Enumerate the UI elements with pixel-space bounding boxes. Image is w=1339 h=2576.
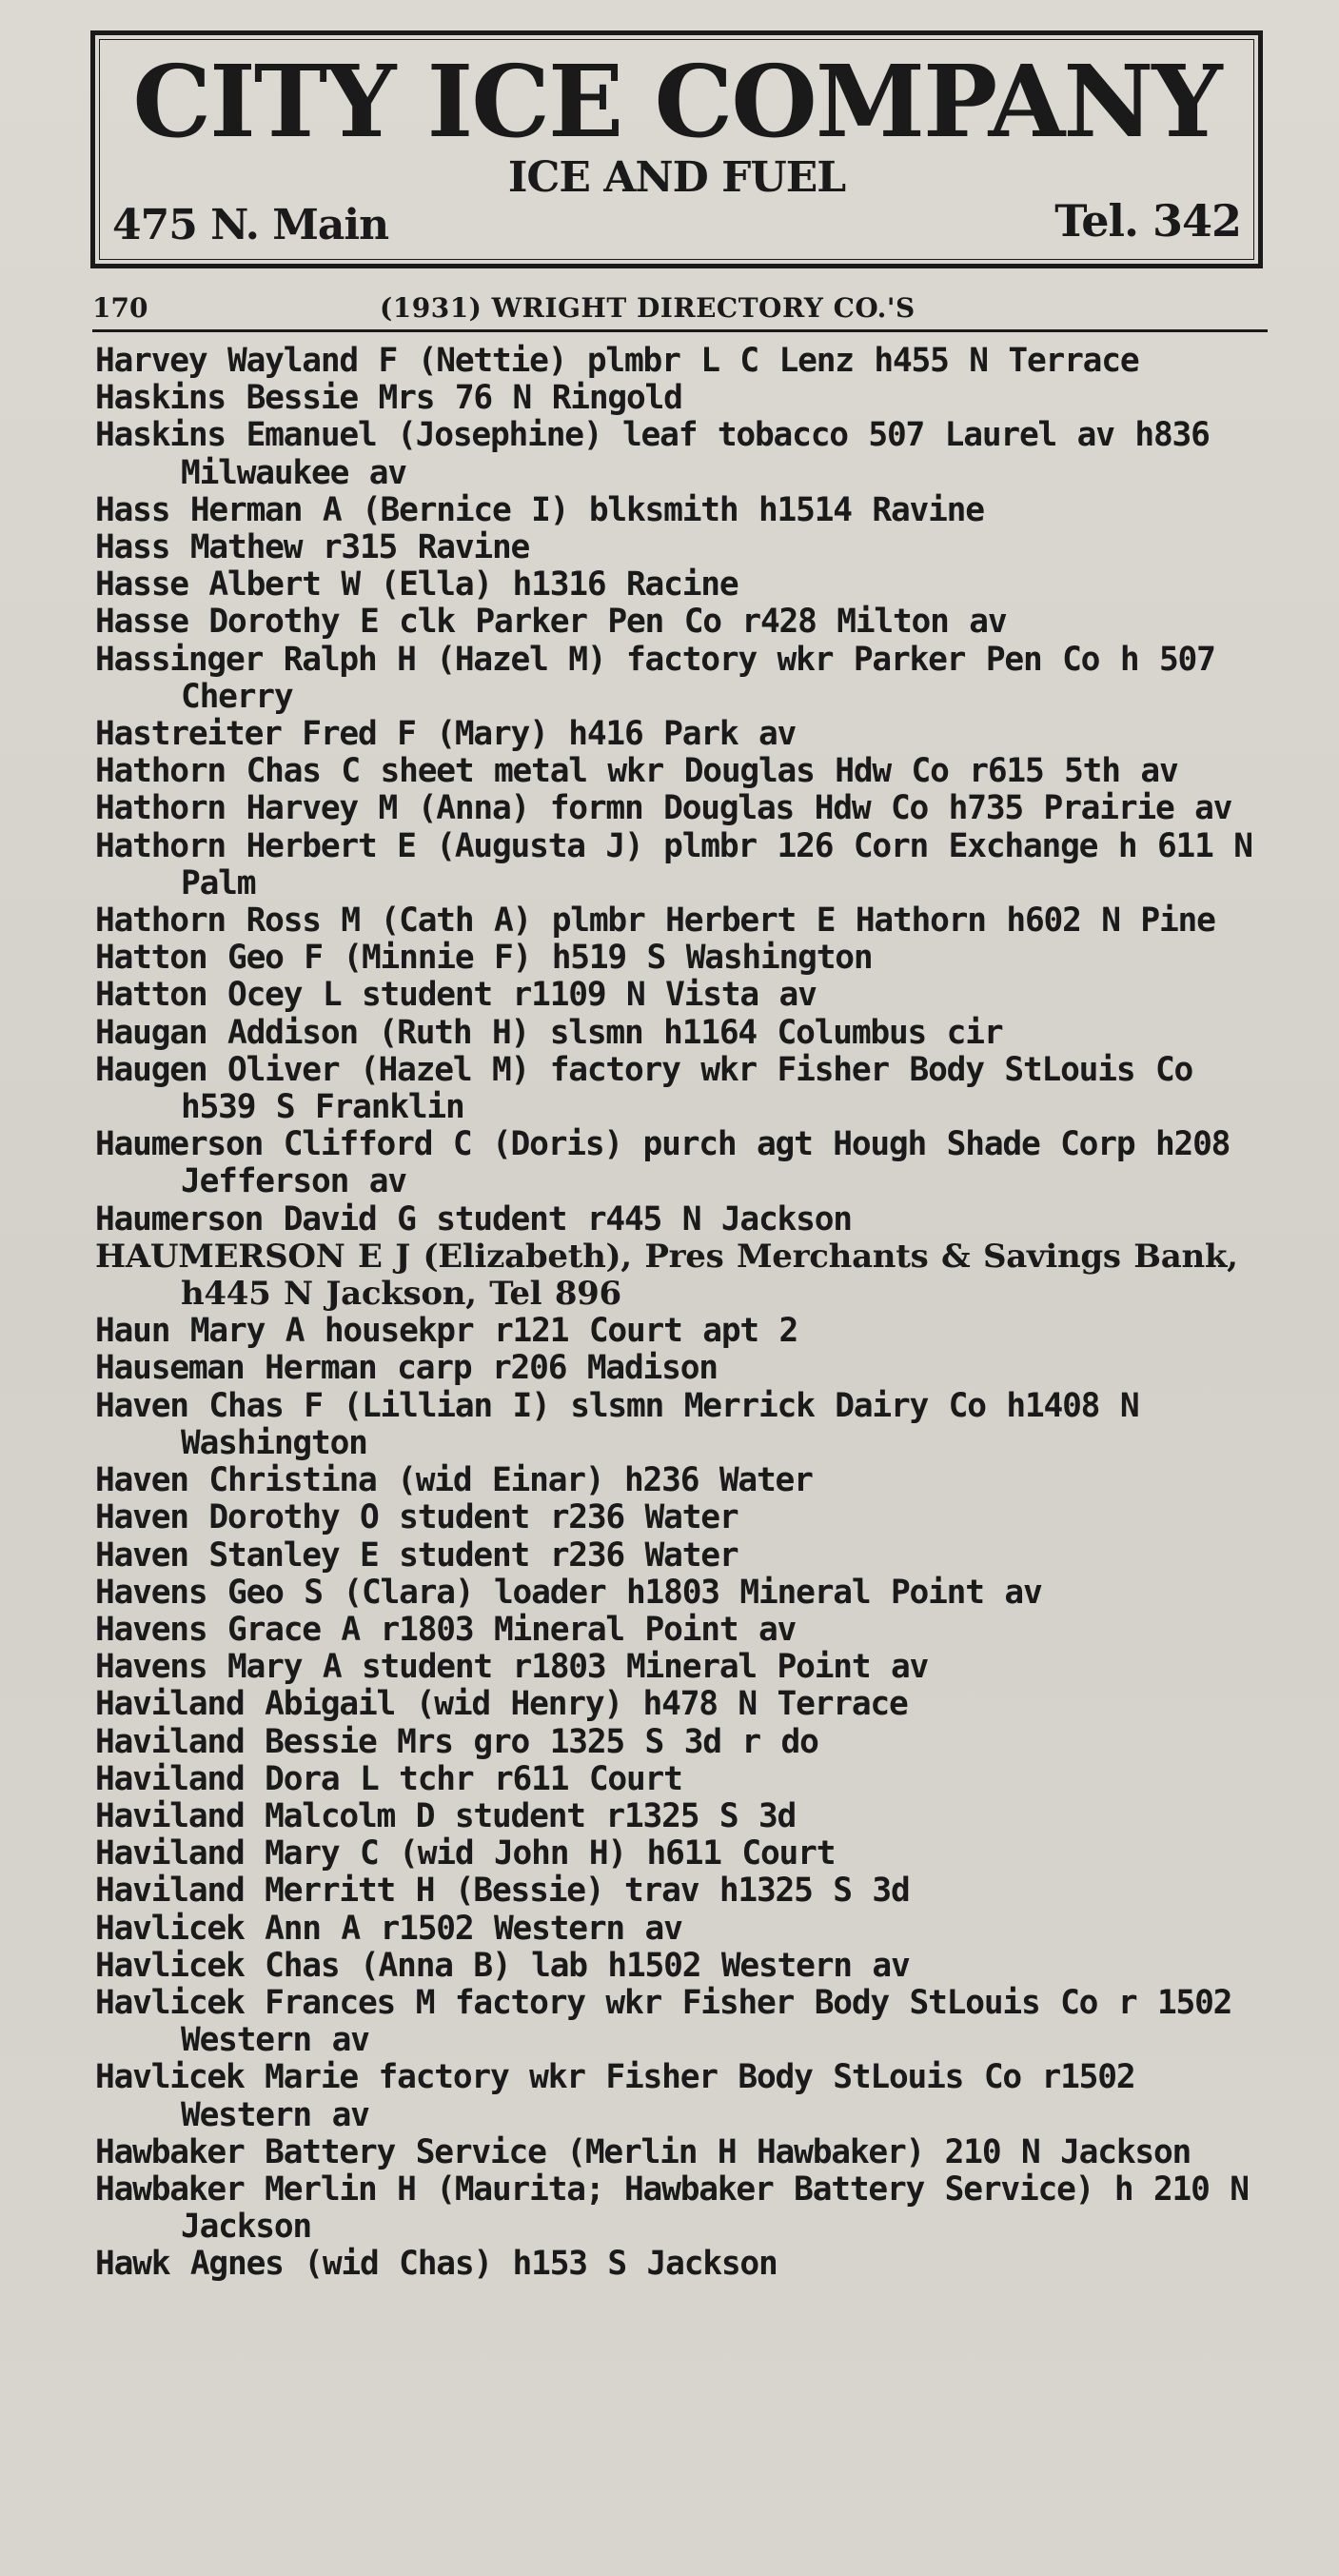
directory-entry: Haugan Addison (Ruth H) slsmn h1164 Columbus cir [95, 1013, 1003, 1052]
page-number: 170 [92, 292, 148, 324]
directory-entry: Havens Mary A student r1803 Mineral Point av [95, 1648, 929, 1687]
directory-entry: Haumerson Clifford C (Doris) purch agt Hough Shade Corp h208 Jefferson av [95, 1125, 1231, 1201]
directory-entry: Haven Stanley E student r236 Water [95, 1536, 738, 1575]
ad-tagline: ICE AND FUEL [507, 153, 846, 202]
directory-entry: Hass Herman A (Bernice I) blksmith h1514 Ravine [95, 490, 984, 529]
directory-entry: Hasse Dorothy E clk Parker Pen Co r428 Milton av [95, 603, 1007, 642]
directory-entry: Haviland Malcolm D student r1325 S 3d [95, 1796, 797, 1835]
directory-entry: Haumerson David G student r445 N Jackson [95, 1199, 852, 1238]
directory-entry: Havlicek Ann A r1502 Western av [95, 1909, 682, 1948]
directory-entry: Haviland Bessie Mrs gro 1325 S 3d r do [95, 1722, 818, 1761]
directory-entry: Havens Geo S (Clara) loader h1803 Mineral Point av [95, 1573, 1042, 1612]
directory-entry: Haviland Merritt H (Bessie) trav h1325 S 3d [95, 1872, 910, 1911]
directory-entry: Haven Chas F (Lillian I) slsmn Merrick Dairy Co h1408 N Washington [95, 1386, 1139, 1462]
directory-entries [95, 343, 1275, 2284]
ad-company-name: CITY ICE COMPANY [132, 43, 1221, 160]
directory-entry: Hawk Agnes (wid Chas) h153 S Jackson [95, 2245, 778, 2284]
ad-telephone: Tel. 342 [1054, 195, 1241, 247]
directory-entry: Hatton Ocey L student r1109 N Vista av [95, 976, 817, 1015]
directory-entry: Havlicek Marie factory wkr Fisher Body StLouis Co r1502 Western av [95, 2058, 1135, 2134]
directory-entry: Hass Mathew r315 Ravine [95, 528, 530, 567]
directory-entry: Haun Mary A housekpr r121 Court apt 2 [95, 1312, 798, 1351]
directory-entry: Haskins Emanuel (Josephine) leaf tobacco 507 Laurel av h836 Milwaukee av [95, 416, 1210, 492]
directory-entry: Hawbaker Merlin H (Maurita; Hawbaker Battery Service) h 210 N Jackson [95, 2170, 1249, 2247]
directory-entry: Hatton Geo F (Minnie F) h519 S Washington [95, 939, 873, 978]
directory-entry: HAUMERSON E J (Elizabeth), Pres Merchants & Savings Bank, h445 N Jackson, Tel 896 [95, 1237, 1238, 1314]
directory-entry: Hastreiter Fred F (Mary) h416 Park av [95, 715, 797, 754]
directory-entry: Havlicek Frances M factory wkr Fisher Body StLouis Co r 1502 Western av [95, 1983, 1232, 2060]
directory-entry: Hathorn Ross M (Cath A) plmbr Herbert E Hathorn h602 N Pine [95, 902, 1215, 941]
directory-entry: Havlicek Chas (Anna B) lab h1502 Western av [95, 1946, 910, 1985]
directory-entry: Haskins Bessie Mrs 76 N Ringold [95, 379, 682, 418]
directory-entry: Havens Grace A r1803 Mineral Point av [95, 1610, 797, 1649]
directory-entry: Haviland Mary C (wid John H) h611 Court [95, 1834, 836, 1873]
directory-entry: Haviland Dora L tchr r611 Court [95, 1759, 682, 1798]
directory-entry: Hauseman Herman carp r206 Madison [95, 1349, 718, 1388]
directory-entry: Haven Dorothy O student r236 Water [95, 1498, 738, 1537]
ad-address: 475 N. Main [112, 201, 389, 249]
running-title: (1931) WRIGHT DIRECTORY CO.'S [380, 292, 916, 324]
advertisement-box [90, 30, 1263, 268]
directory-entry: Haven Christina (wid Einar) h236 Water [95, 1461, 813, 1500]
directory-entry: Haugen Oliver (Hazel M) factory wkr Fisher Body StLouis Co h539 S Franklin [95, 1050, 1193, 1127]
directory-entry: Hasse Albert W (Ella) h1316 Racine [95, 565, 738, 604]
directory-entry: Hawbaker Battery Service (Merlin H Hawbaker) 210 N Jackson [95, 2132, 1191, 2171]
header-rule [92, 329, 1268, 332]
directory-entry: Hathorn Chas C sheet metal wkr Douglas Hdw Co r615 5th av [95, 752, 1178, 791]
directory-entry: Harvey Wayland F (Nettie) plmbr L C Lenz h455 N Terrace [95, 342, 1139, 380]
directory-entry: Hathorn Harvey M (Anna) formn Douglas Hdw Co h735 Prairie av [95, 789, 1232, 828]
directory-entry: Hathorn Herbert E (Augusta J) plmbr 126 Corn Exchange h 611 N Palm [95, 826, 1252, 902]
directory-entry: Haviland Abigail (wid Henry) h478 N Terrace [95, 1685, 908, 1724]
directory-entry: Hassinger Ralph H (Hazel M) factory wkr Parker Pen Co h 507 Cherry [95, 640, 1215, 716]
running-head [92, 291, 1268, 329]
